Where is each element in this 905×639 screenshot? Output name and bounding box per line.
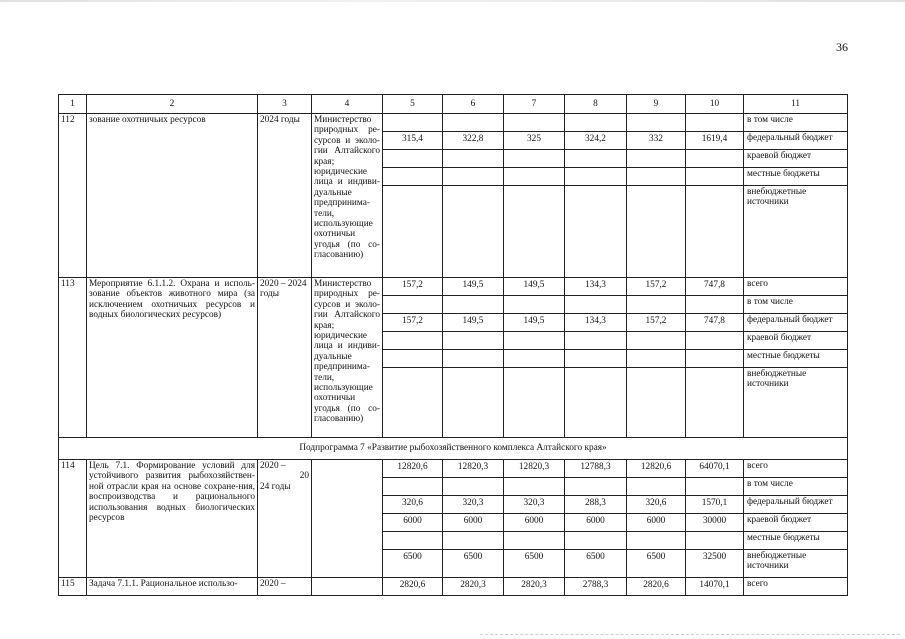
row-number: 114 <box>59 460 87 578</box>
period-cell: 2020 – 2024 годы <box>258 278 312 438</box>
budget-table <box>58 94 848 596</box>
col-header: 1 <box>59 95 87 114</box>
value-cell <box>504 114 565 132</box>
value-cell: 12820,6 <box>383 460 443 478</box>
col-header: 5 <box>383 95 443 114</box>
value-cell: 320,3 <box>504 496 565 514</box>
value-cell: 6000 <box>565 514 627 532</box>
value-cell: 6500 <box>504 550 565 578</box>
value-cell: 1619,4 <box>686 132 744 150</box>
value-cell: 6000 <box>504 514 565 532</box>
measure-name: Цель 7.1. Формирование условий для устойчивого развития рыбохозяйствен-ной отрасли края на основе сохране-ния, воспроизводства и рационального использования водных биологических ресурсов <box>87 460 258 578</box>
executor-cell: Министерство природных ре-сурсов и эколо-гии Алтайского края; юридические лица и индиви-дуальные предпринима-тели, использующие охотничьи угодья (по со-гласованию) <box>312 114 383 278</box>
source-label: внебюджетные источники <box>744 368 848 438</box>
value-cell: 332 <box>627 132 686 150</box>
value-cell <box>686 114 744 132</box>
value-cell: 157,2 <box>627 278 686 296</box>
col-header: 6 <box>443 95 504 114</box>
value-cell: 134,3 <box>565 278 627 296</box>
value-cell: 157,2 <box>383 314 443 332</box>
subprogram-title: Подпрограмма 7 «Развитие рыбохозяйственного комплекса Алтайского края» <box>59 438 848 460</box>
value-cell <box>565 114 627 132</box>
header-row <box>59 95 848 114</box>
value-cell: 14070,1 <box>686 578 744 596</box>
page-number: 36 <box>836 40 848 54</box>
table-row <box>59 114 848 132</box>
value-cell: 747,8 <box>686 314 744 332</box>
value-cell: 6000 <box>627 514 686 532</box>
source-label: местные бюджеты <box>744 350 848 368</box>
source-label: краевой бюджет <box>744 150 848 168</box>
period-end: 24 годы <box>260 481 291 492</box>
value-cell: 157,2 <box>383 278 443 296</box>
col-header: 8 <box>565 95 627 114</box>
scan-bottom-edge <box>480 634 900 636</box>
source-label: в том числе <box>744 478 848 496</box>
row-number: 115 <box>59 578 87 596</box>
value-cell: 320,6 <box>383 496 443 514</box>
value-cell: 149,5 <box>504 314 565 332</box>
period-start: 2020 – <box>260 461 286 471</box>
source-label: федеральный бюджет <box>744 496 848 514</box>
period-cell <box>258 460 312 578</box>
table-row <box>59 460 848 478</box>
col-header: 10 <box>686 95 744 114</box>
value-cell: 149,5 <box>504 278 565 296</box>
period-cell: 2020 – <box>258 578 312 596</box>
value-cell: 322,8 <box>443 132 504 150</box>
value-cell: 6000 <box>383 514 443 532</box>
value-cell: 6000 <box>443 514 504 532</box>
source-label: федеральный бюджет <box>744 314 848 332</box>
source-label: в том числе <box>744 114 848 132</box>
value-cell: 1570,1 <box>686 496 744 514</box>
value-cell <box>383 114 443 132</box>
value-cell: 6500 <box>383 550 443 578</box>
value-cell: 12820,3 <box>504 460 565 478</box>
period-cell: 2024 годы <box>258 114 312 278</box>
scan-top-edge <box>0 0 905 2</box>
value-cell: 6500 <box>565 550 627 578</box>
row-number: 112 <box>59 114 87 278</box>
value-cell: 325 <box>504 132 565 150</box>
value-cell: 320,3 <box>443 496 504 514</box>
value-cell: 134,3 <box>565 314 627 332</box>
value-cell: 6500 <box>443 550 504 578</box>
source-label: краевой бюджет <box>744 514 848 532</box>
executor-cell: Министерство природных ре-сурсов и эколо-гии Алтайского края; юридические лица и индиви-дуальные предпринима-тели, использующие охотничьи угодья (по со-гласованию) <box>312 278 383 438</box>
col-header: 4 <box>312 95 383 114</box>
value-cell: 12788,3 <box>565 460 627 478</box>
col-header: 7 <box>504 95 565 114</box>
measure-name: Задача 7.1.1. Рациональное использо- <box>87 578 258 596</box>
value-cell: 288,3 <box>565 496 627 514</box>
subprogram-row <box>59 438 848 460</box>
value-cell: 157,2 <box>627 314 686 332</box>
source-label: внебюджетные источники <box>744 186 848 278</box>
source-label: внебюджетные источники <box>744 550 848 578</box>
value-cell: 64070,1 <box>686 460 744 478</box>
value-cell: 12820,6 <box>627 460 686 478</box>
source-label: местные бюджеты <box>744 168 848 186</box>
measure-name: зование охотничьих ресурсов <box>87 114 258 278</box>
value-cell: 2820,6 <box>383 578 443 596</box>
value-cell: 2820,3 <box>443 578 504 596</box>
source-label: федеральный бюджет <box>744 132 848 150</box>
value-cell: 149,5 <box>443 278 504 296</box>
table-row <box>59 278 848 296</box>
value-cell: 2788,3 <box>565 578 627 596</box>
value-cell: 747,8 <box>686 278 744 296</box>
col-header: 2 <box>87 95 258 114</box>
value-cell: 315,4 <box>383 132 443 150</box>
source-label: всего <box>744 278 848 296</box>
source-label: в том числе <box>744 296 848 314</box>
executor-cell <box>312 578 383 596</box>
row-number: 113 <box>59 278 87 438</box>
value-cell <box>627 114 686 132</box>
measure-name: Мероприятие 6.1.1.2. Охрана и исполь-зование объектов животного мира (за исключением охотничьих ресурсов и водных биологических ресурсов) <box>87 278 258 438</box>
col-header: 3 <box>258 95 312 114</box>
source-label: всего <box>744 460 848 478</box>
value-cell: 149,5 <box>443 314 504 332</box>
source-label: всего <box>744 578 848 596</box>
value-cell: 6500 <box>627 550 686 578</box>
period-mid: 20 <box>299 471 309 482</box>
source-label: местные бюджеты <box>744 532 848 550</box>
value-cell <box>443 114 504 132</box>
value-cell: 324,2 <box>565 132 627 150</box>
value-cell: 2820,6 <box>627 578 686 596</box>
table-row <box>59 578 848 596</box>
col-header: 11 <box>744 95 848 114</box>
executor-cell <box>312 460 383 578</box>
value-cell: 320,6 <box>627 496 686 514</box>
source-label: краевой бюджет <box>744 332 848 350</box>
value-cell: 30000 <box>686 514 744 532</box>
value-cell: 32500 <box>686 550 744 578</box>
col-header: 9 <box>627 95 686 114</box>
value-cell: 2820,3 <box>504 578 565 596</box>
value-cell: 12820,3 <box>443 460 504 478</box>
